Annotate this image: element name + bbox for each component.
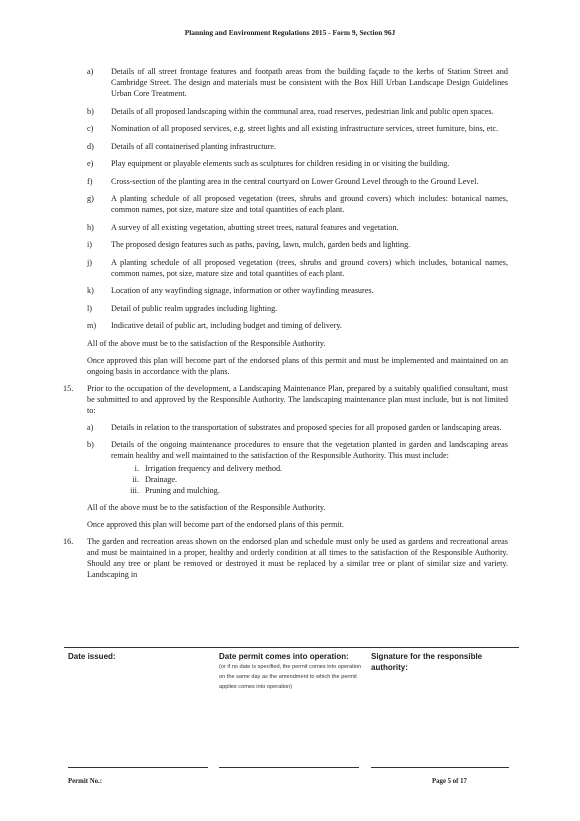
list-item-text: A planting schedule of all proposed vegetation (trees, shrubs and ground covers) which includes: botanical names, common names, pot size, mature size and total quantities of each plant. [111,194,508,214]
list-item-label: d) [87,141,94,151]
maintenance-list [127,463,508,496]
date-issued-label: Date issued: [68,652,116,661]
list-item-text: Details of all street frontage features and footpath areas from the building façade to the kerbs of Station Street and Cambridge Street. The design and materials must be consistent with the Box Hill Urban Landscape Design Guidelines Urban Core Treatment. [111,67,508,98]
list-item [127,474,508,485]
list-item-label: a) [87,422,94,432]
list-item-text: A planting schedule of all proposed vegetation (trees, shrubs and ground covers) which includes, botanical names, common names, pot size, mature size and total quantities of each plant. [111,257,508,278]
satisfaction-paragraph: All of the above must be to the satisfaction of the Responsible Authority. [87,338,326,348]
list-item-text: Details of all proposed landscaping within the communal area, road reserves, pedestrian link and public open spaces. [111,106,494,116]
condition-text: The garden and recreation areas shown on the endorsed plan and schedule must only be used as gardens and recreational areas and must be maintained in a proper, healthy and orderly condition at all times to the satisfaction of the Responsible Authority. Should any tree or plant be removed or destroyed it must be replaced by a similar tree or plant of similar size and variety. Landscaping in [87,536,508,579]
list-item [87,222,508,233]
date-permit-note: (or if no date is specified, the permit comes into operation on the same day as the amendment to which the permit applies comes into operation) [219,664,362,690]
date-issued-line [68,767,208,768]
signature-block [371,651,511,673]
condition-16 [63,536,508,580]
permit-number: Permit No.: [68,778,102,785]
list-item-label: i. [134,463,139,473]
list-item-label: b) [87,106,94,116]
list-item-text: Nomination of all proposed services, e.g. street lights and all existing infrastructure services, street furniture, bins, etc. [111,124,499,133]
endorsement-paragraph: Once approved this plan will become part of the endorsed plans of this permit and must be implemented and maintained on an ongoing basis in accordance with the plans. [87,355,508,376]
list-item-text: Details of all containerised planting infrastructure. [111,141,277,151]
signature-line [371,767,509,768]
list-item-label: ii. [132,474,139,484]
list-item-text: A survey of all existing vegetation, abutting street trees, natural features and vegetation. [111,222,399,232]
list-item-text: Irrigation frequency and delivery method. [145,463,283,473]
list-item-text: Detail of public realm upgrades including lighting. [111,303,278,313]
condition-15 [63,383,508,416]
list-item-text: Location of any wayfinding signage, information or other wayfinding measures. [111,286,374,295]
condition-list [87,66,508,331]
condition-number: 15. [63,383,74,393]
list-item-label: b) [87,439,94,449]
list-item-label: l) [87,303,93,313]
list-item-label: a) [87,67,94,76]
list-item-label: f) [87,176,93,186]
list-item [87,320,508,331]
list-item [87,257,508,279]
list-item [127,485,508,496]
list-item [127,463,508,474]
document-body [63,66,508,586]
list-item-label: iii. [130,485,139,495]
list-item-label: m) [87,321,97,330]
list-item-text: Cross-section of the planting area in the central courtyard on Lower Ground Level through to the Ground Level. [111,176,479,186]
date-issued-block [68,651,208,662]
list-item [87,66,508,99]
endorsement-paragraph: Once approved this plan will become part of the endorsed plans of this permit. [87,519,344,529]
list-item-text: Drainage. [145,474,178,484]
list-item [87,106,508,117]
list-item-label: h) [87,222,94,232]
list-item [87,303,508,314]
list-item-text: The proposed design features such as paths, paving, lawn, mulch, garden beds and lighting. [111,240,411,249]
list-item-text: Details in relation to the transportation of substrates and proposed species for all proposed garden or landscaping areas. [111,422,502,432]
list-item-label: g) [87,194,94,203]
list-item [87,176,508,187]
list-item [87,193,508,215]
list-item-text: Pruning and mulching. [145,485,220,495]
list-item-text: Play equipment or playable elements such as sculptures for children residing in or visiting the building. [111,159,450,168]
condition-text: Prior to the occupation of the development, a Landscaping Maintenance Plan, prepared by a suitably qualified consultant, must be submitted to and approved by the Responsible Authority. The landscaping maintenance plan must include, but is not limited to: [87,383,508,415]
list-item [87,239,508,250]
page-header: Planning and Environment Regulations 2015 - Form 9, Section 96J [184,28,396,37]
list-item [87,158,508,169]
list-item-label: e) [87,159,94,168]
list-item [87,285,508,296]
list-item-label: i) [87,240,93,249]
list-item-label: c) [87,124,94,133]
condition-number: 16. [63,536,74,546]
footer-divider [64,647,519,648]
date-permit-line [219,767,359,768]
list-item-text: Indicative detail of public art, including budget and timing of delivery. [111,321,342,330]
list-item-label: k) [87,286,94,295]
date-permit-label: Date permit comes into operation: [219,652,349,661]
page-number: Page 5 of 17 [432,778,467,785]
list-item [87,141,508,152]
list-item-label: j) [87,257,93,267]
list-item [87,123,508,134]
satisfaction-paragraph: All of the above must be to the satisfaction of the Responsible Authority. [87,502,326,512]
list-item [87,439,508,461]
signature-label: Signature for the responsible authority: [371,652,483,672]
list-item [87,422,508,433]
list-item-text: Details of the ongoing maintenance procedures to ensure that the vegetation planted in garden and landscaping areas remain healthy and well maintained to the satisfaction of the Responsible Authority. This must include: [111,439,508,460]
date-permit-block [219,651,365,692]
condition-15-list [87,422,508,461]
